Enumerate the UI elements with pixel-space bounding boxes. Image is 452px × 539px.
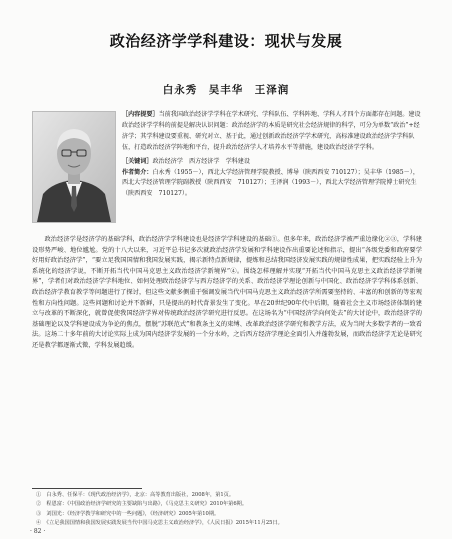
footnote-rule xyxy=(32,488,142,489)
authors-line: 白永秀 吴丰华 王泽润 xyxy=(162,84,290,96)
abstract-paragraph xyxy=(122,110,422,154)
author-photo xyxy=(32,111,116,223)
abstract-label: ［内容提要］ xyxy=(122,111,159,118)
author-info-text: 白永秀（1955－），西北大学经济管理学院教授、博导（陕西西安 710127）；吴丰华（1985－），西北大学经济管理学院副教授（陕西西安 710127）；王泽润（1993－），西北大学经济管理学院博士研究生（陕西西安 710127）。 xyxy=(122,168,419,198)
article-title: 政治经济学学科建设：现状与发展 xyxy=(109,32,343,50)
abstract-block xyxy=(122,110,422,200)
author-info-paragraph xyxy=(122,168,422,201)
footnote-item: ① 白永秀、任保平：《现代政治经济学》，北京：高等教育出版社，2008年，第1页。 xyxy=(36,492,235,498)
keywords-label: ［关键词］ xyxy=(122,157,153,165)
footnote-item: ④ 《立足我国国情和我国发展实践发展当代中国马克思主义政治经济学》，《人民日报》2015年11月25日。 xyxy=(36,520,283,527)
footnotes xyxy=(36,491,426,529)
body-paragraph: 政治经济学是经济学的基础学科，政治经济学学科建设也是经济学学科建设的基础①。但多年来，政治经济学被严重边缘化②③，学科建设形势严峻、地位尴尬。党的十八大以来，习近平总书记多次就政治经济学发展和学科建设作出重要论述和指示，提出“各级党委和政府要学好用好政治经济学”，“要立足我国国情和我国发展实践，揭示新特点新规律，提炼和总结我国经济发展实践的规律性成果，把实践经验上升为系统化的经济学说，不断开拓当代中国马克思主义政治经济学新境界”④。围绕怎样理解并实现“开拓当代中国马克思主义政治经济学新境界”，学者们对政治经济学学科地位、如何处理政治经济学与西方经济学的关系、政治经济学理论创新与中国化、政治经济学学科体系创新、政治经济学教育教学等问题进行了探讨，但这些文献多侧重于强调发展当代中国马克思主义政治经济学所需要坚持的、丰富的和创新的等宏观性和方向性问题。这些问题和讨论并不新鲜，只是提出的时代背景发生了变化。早在20世纪90年代中后期，随着社会主义市场经济体制的建立与改革的不断深化，就曾促使我国经济学界对传统政治经济学研究进行反思。在这场名为“中国经济学向何处去”的大讨论中，政治经济学的基础理论以及学科建设成为争论的焦点，摆脱“苏联范式”和教条主义的束缚、改革政治经济学研究和教学方法，成为当时大多数学者的一致看法。这场二十多年前的大讨论实际上成为国内经济学发展的一个分水岭，之后西方经济学理论全面引入并蓬勃发展，而政治经济学无论是研究还是教学都逐渐式微，学科发展趋缓。 xyxy=(32,236,422,349)
abstract-text: 当前我国政治经济学学科在学术研究、学科队伍、学科阵地、学科人才四个方面都存在问题。建设政治经济学学科的前提是解决认识问题：政治经济学的本质是研究社会经济规律的科学，可分为单数“政治”+经济学；其学科建设要重视、研究对立、基于此，通过创新政治经济学学术研究，高标准建设政治经济学学科队伍，打造政治经济学阵地和平台，提升政治经济学人才培养水平等措施，建设政治经济学学科。 xyxy=(122,111,421,151)
footnote-item: ② 程恩富：《中国政治经济学研究的主要缺陷与出路》，《马克思主义研究》2010年第6期。 xyxy=(36,501,248,508)
portrait-image xyxy=(33,112,115,222)
footnote-item: ③ 刘国光：《经济学教学和研究中的一些问题》，《经济研究》2005年第10期。 xyxy=(36,510,220,517)
page-number: · 82 · xyxy=(30,528,46,535)
author-info-label: 作者简介： xyxy=(122,168,153,176)
keywords-paragraph xyxy=(122,157,422,168)
body-text xyxy=(32,235,422,352)
keywords-text: 政治经济学 西方经济学 学科建设 xyxy=(152,157,250,165)
